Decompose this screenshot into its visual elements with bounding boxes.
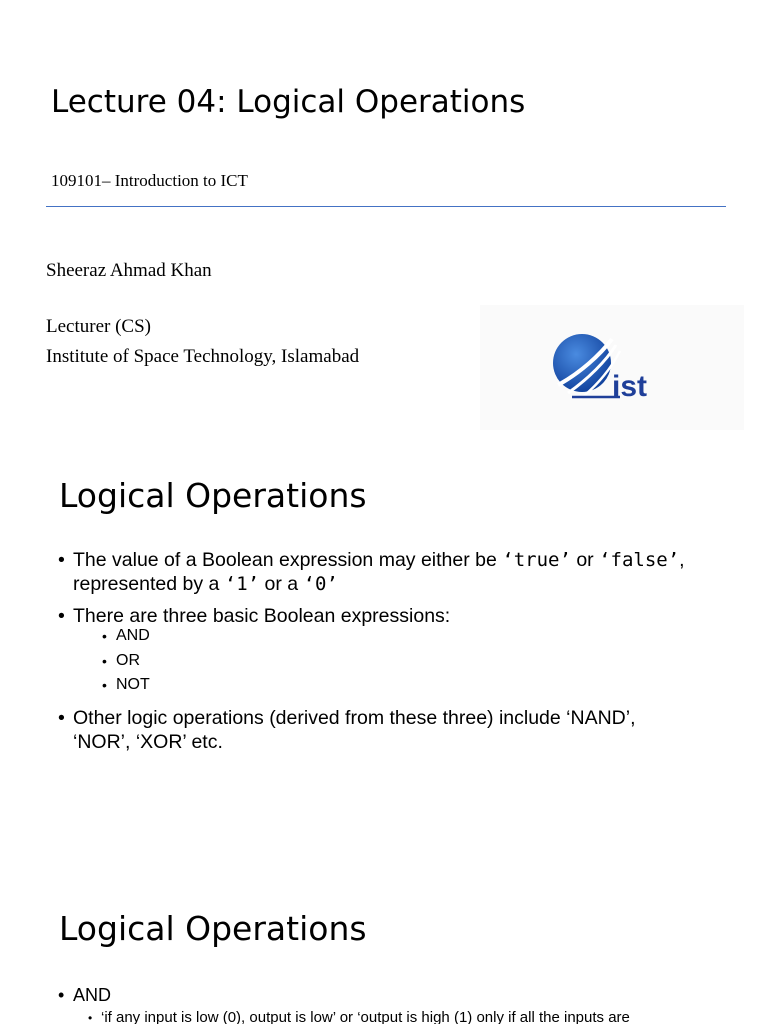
sub-bullet-and-definition: • ‘if any input is low (0), output is low’ or ‘output is high (1) only if all the inputs are: [58, 1007, 738, 1024]
course-code: 109101– Introduction to ICT: [51, 171, 248, 190]
author-name: Sheeraz Ahmad Khan: [46, 260, 212, 281]
false-label: ‘false’: [599, 549, 680, 571]
bullet-text: There are three basic Boolean expressions:: [73, 605, 451, 627]
bullet-text: or: [570, 549, 600, 571]
title-divider: [46, 206, 726, 207]
bullet-text: ,: [679, 549, 685, 571]
bullet-list: [58, 983, 738, 1024]
sub-bullet-list: [73, 624, 698, 698]
slide-heading: Logical Operations: [59, 476, 367, 515]
institute-logo: [480, 305, 744, 430]
bullet-boolean-value: [58, 548, 698, 596]
sub-item-not: • NOT: [73, 673, 698, 698]
bullet-and: • AND: [58, 983, 738, 1007]
institute-name: Institute of Space Technology, Islamabad: [46, 346, 360, 367]
logo-text: ist: [612, 370, 648, 403]
lecture-title: Lecture 04: Logical Operations: [51, 84, 526, 120]
sub-item-or: • OR: [73, 649, 698, 674]
bullet-text: The value of a Boolean expression may either be: [73, 549, 503, 571]
slide-heading: Logical Operations: [59, 909, 367, 948]
title-slide: [0, 0, 768, 450]
author-role: Lecturer (CS): [46, 316, 151, 337]
bullet-text: or a: [259, 573, 304, 595]
logical-operations-slide: [0, 460, 768, 860]
bullet-text: represented by a: [73, 573, 225, 595]
bullet-list: [58, 548, 698, 762]
logical-operations-and-slide: [0, 895, 768, 1024]
ist-logo-icon: [550, 333, 670, 405]
one-label: ‘1’: [224, 573, 260, 595]
zero-label: ‘0’: [303, 573, 338, 595]
true-label: ‘true’: [502, 549, 571, 571]
sub-item-and: • AND: [73, 624, 698, 649]
bullet-other-operations: • Other logic operations (derived from these three) include ‘NAND’, ‘NOR’, ‘XOR’ etc.: [58, 706, 698, 754]
bullet-basic-expressions: [58, 604, 698, 698]
